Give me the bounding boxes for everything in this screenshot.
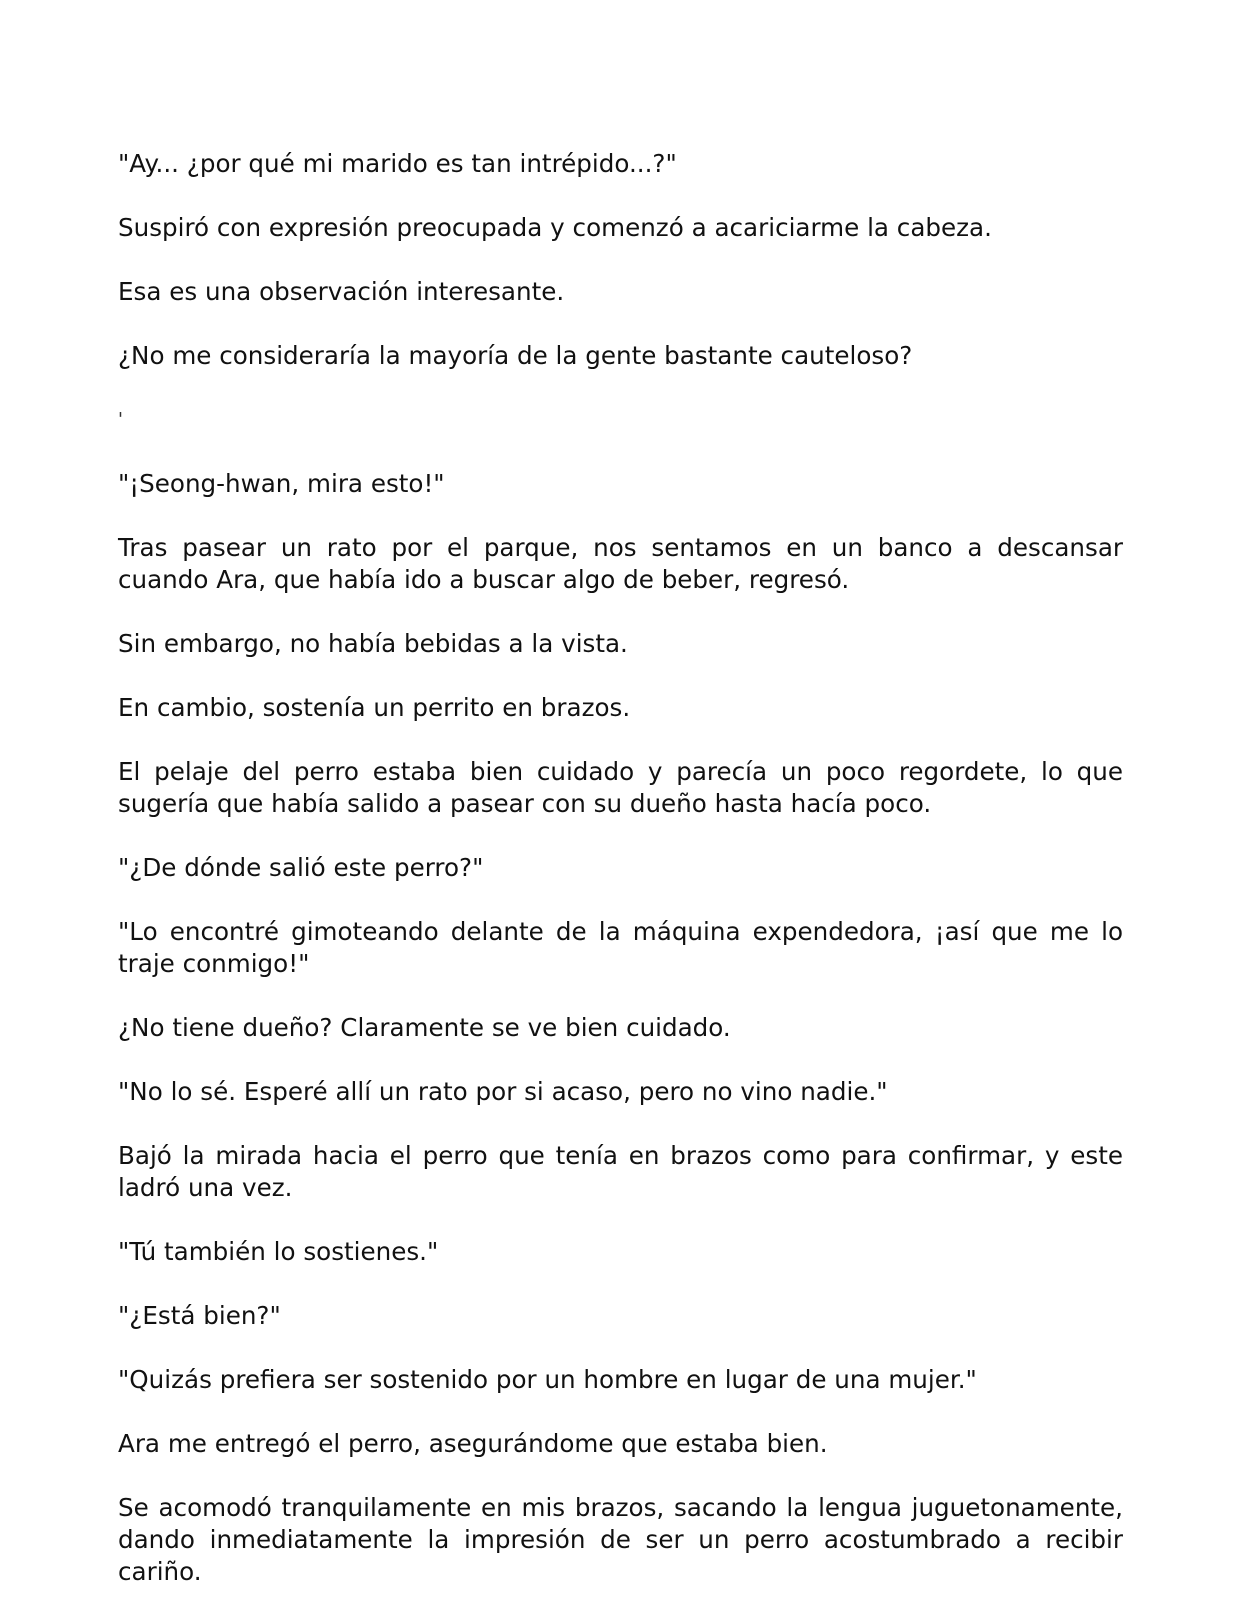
paragraph-18: Ara me entregó el perro, asegurándome que estaba bien.: [118, 1429, 828, 1458]
paragraph-2: Suspiró con expresión preocupada y comenzó a acariciarme la cabeza.: [118, 213, 992, 242]
paragraph-16: "¿Está bien?": [118, 1301, 281, 1330]
paragraph-11: "Lo encontré gimoteando delante de la máquina expendedora, ¡así que me lo traje conmigo!": [118, 917, 1123, 978]
paragraph-12: ¿No tiene dueño? Claramente se ve bien cuidado.: [118, 1013, 731, 1042]
paragraph-10: "¿De dónde salió este perro?": [118, 853, 484, 882]
paragraph-8: En cambio, sostenía un perrito en brazos.: [118, 693, 631, 722]
paragraph-9: El pelaje del perro estaba bien cuidado y parecía un poco regordete, lo que sugería que había salido a pasear con su dueño hasta hacía poco.: [118, 757, 1123, 818]
stray-mark: ': [118, 409, 123, 430]
paragraph-13: "No lo sé. Esperé allí un rato por si acaso, pero no vino nadie.": [118, 1077, 888, 1106]
text-column: [118, 148, 1123, 1588]
paragraph-7: Sin embargo, no había bebidas a la vista.: [118, 629, 628, 658]
paragraph-1: "Ay... ¿por qué mi marido es tan intrépido...?": [118, 149, 677, 178]
paragraph-4: ¿No me consideraría la mayoría de la gente bastante cauteloso?: [118, 341, 913, 370]
paragraph-17: "Quizás prefiera ser sostenido por un hombre en lugar de una mujer.": [118, 1365, 977, 1394]
paragraph-15: "Tú también lo sostienes.": [118, 1237, 439, 1266]
paragraph-6: Tras pasear un rato por el parque, nos sentamos en un banco a descansar cuando Ara, que había ido a buscar algo de beber, regresó.: [118, 533, 1123, 594]
paragraph-3: Esa es una observación interesante.: [118, 277, 565, 306]
paragraph-19: Se acomodó tranquilamente en mis brazos, sacando la lengua juguetonamente, dando inmediatamente la impresión de ser un perro acostumbrado a recibir cariño.: [118, 1493, 1123, 1586]
paragraph-5: "¡Seong-hwan, mira esto!": [118, 469, 445, 498]
paragraph-14: Bajó la mirada hacia el perro que tenía en brazos como para confirmar, y este ladró una vez.: [118, 1141, 1123, 1202]
